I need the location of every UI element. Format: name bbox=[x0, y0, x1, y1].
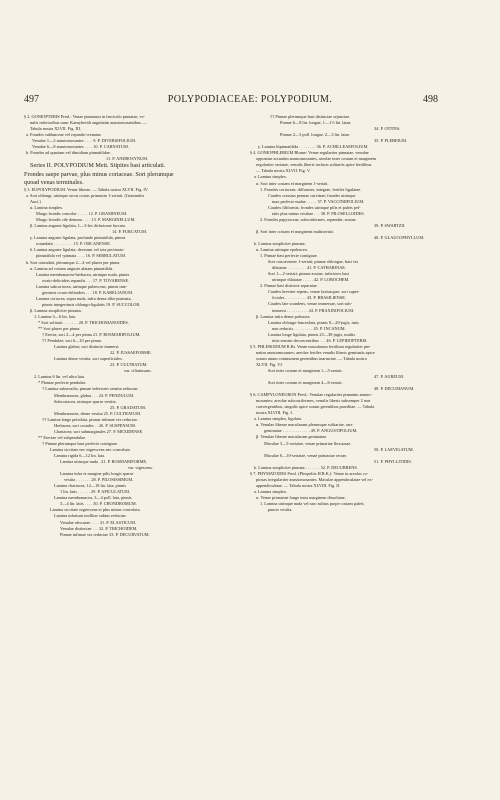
text-line: Lamina dense vestita, sori superficiales. bbox=[54, 356, 123, 362]
text-line: ficiales . . . . . . . . . . 43. P. BRASILIENSE. bbox=[272, 295, 346, 301]
text-line: § 3. EUPOLYPODIUM. Venae liberae. — Tabula nostra XLVII. Fig. IV. bbox=[24, 186, 149, 192]
text-line: Membranacea, glabra . . . 24. P. PENDULUM. bbox=[54, 392, 135, 398]
text-line: Chartacea; sori submarginales 27. P. MEXIDENSE. bbox=[54, 428, 144, 434]
text-line: 34. P. OTITES. bbox=[374, 126, 401, 132]
text-line: * Sori solitarii . . . . . . . 20. P. TRICHOMANOIDES. bbox=[38, 319, 129, 325]
text-line: 48. P. DECUMANUM. bbox=[374, 386, 415, 392]
text-line: Venulae obscurae . . . . 31. P. ELASTICUM. bbox=[60, 519, 137, 525]
page-number-right: 498 bbox=[423, 94, 438, 105]
text-line: piosas irregulariter anastomosantes. Maculae appendiculatae vel ex- bbox=[256, 476, 374, 482]
text-line: dilatatae . . . . . . . . . 41. P. CATHARINAE. bbox=[272, 265, 346, 271]
text-line: XLVII. Fig. VI. bbox=[256, 361, 283, 367]
text-line: 2. Pinnae basi distincte separatae. bbox=[260, 283, 318, 289]
text-line: ** Erectae vel subpendulae. bbox=[38, 434, 87, 440]
left-column bbox=[24, 114, 238, 538]
text-line: Lamina membranacea, 3—4 poll. lata, pinnis bbox=[54, 495, 132, 501]
text-line: † Erecta; sori 2—4 per pinna 21. P. ROSMARIFOLIUM. bbox=[42, 332, 141, 338]
text-line: 25. P. GRADATUM. bbox=[110, 404, 146, 410]
text-line: * Plantae perfecte pendulae. bbox=[38, 380, 87, 386]
text-line: quoad venas terminales. bbox=[24, 178, 84, 186]
text-line: 1. Lamina 3—6 lin. lata. bbox=[34, 313, 77, 319]
text-line: Caudex crassius pennae curvinae; frondes utrinque bbox=[268, 192, 356, 198]
text-line: Lamina coriacea, supra nuda, infra dense albo-pruinata, bbox=[36, 295, 132, 301]
text-line: 14. P. FURCATUM. bbox=[112, 229, 147, 235]
text-line: δ. Lamina anguste ligulata, deorsum vel tota pectinato- bbox=[30, 247, 125, 253]
text-line: Lamina longe ligulata, pinnis 25—30-jugis, multis bbox=[268, 331, 356, 337]
text-line: α. Venulae liberae macularum plerumque solitariae, rare bbox=[256, 422, 353, 428]
text-line: non reductis . . . . . . . . . 45. P. INCANUM. bbox=[272, 325, 346, 331]
text-line: † Pinnae plerumque basi perfecte contiguae. bbox=[42, 440, 119, 446]
text-line: α. Lamina utrinque epaleacea. bbox=[256, 247, 308, 253]
text-line: Pinnae infimae vix reductae 33. P. DECURVATUM. bbox=[60, 531, 150, 537]
text-line: Maculae 3—5-seriatae, venae primariae flexuosae. bbox=[264, 440, 352, 446]
text-line: Lamina chartacea, 12—18 lin. lata, pinnis bbox=[54, 483, 127, 489]
text-line: § 7. PHYMATODES Presl. (Pleopeltis H.B.K.): Venae in areolas co- bbox=[250, 470, 369, 476]
text-line: 22. P. JUSSAEFORME. bbox=[110, 350, 152, 356]
text-line: †† Lamina longe petiolata, pinnae infimae vix reductae. bbox=[42, 416, 139, 422]
text-line: Lamina membranacea-herbacea, utrinque nuda, pinnis bbox=[36, 271, 130, 277]
text-line: †† Pendulae; sori 6—10 per pinna. bbox=[42, 338, 102, 344]
text-line: convergentibus, singulis apice soram gerentibus praeditae. — Tabula bbox=[256, 404, 375, 410]
text-line: natim anastomosantes; areolae fertiles venulis liberis geminatis apice bbox=[256, 349, 375, 355]
text-line: 50. P. LAEVIGATUM. bbox=[374, 446, 414, 452]
text-line: Lamina subcoriacea, utrinque pubescens, pinnis inte- bbox=[36, 283, 128, 289]
text-line: 40. P. GLAUCOPHYLLUM. bbox=[374, 234, 425, 240]
text-line: 1. Lamina utrinque nuda vel raro subtus prope costam paleis bbox=[260, 501, 364, 506]
text-line: 47. P. AUREUM. bbox=[374, 374, 404, 380]
text-line: Lamina infraturn molliter subtus reductae. bbox=[54, 513, 127, 519]
text-line: Caudex late scandens, venae immersae, sori sub- bbox=[268, 301, 352, 307]
text-line: a. Lamina simplex. bbox=[254, 488, 287, 494]
text-line: utrinque dilatatae . . . . . 42. P. LOBOCHEM. bbox=[272, 277, 350, 283]
text-line: Subcoriacea, utrinque sparse vestita. bbox=[54, 398, 117, 404]
text-line: mosantes; areolae subcostiformes, venulis liberis subsemper 2 non bbox=[256, 398, 371, 404]
text-line: Caudex filiformis; frondes utrinque pilis et paleis pel- bbox=[268, 204, 361, 210]
text-line: β. Sori inter costam et marginem multiseriati. bbox=[256, 228, 335, 234]
text-line: Lamina oblongo-lanceolata, pinnis 8—20-jugis, imis bbox=[268, 319, 359, 325]
text-line: Maculae 6—10-seriatae, venae primariae rectae. bbox=[264, 452, 348, 458]
text-line: Lamina siccitate nigrescens et plus minus convoluta. bbox=[50, 507, 141, 513]
text-line: Caudex breviter repens, venae laxiuscpae, sori super- bbox=[268, 289, 360, 295]
text-line: immersi . . . . . . . . . . 44. P. FRAXINIFOLIUM. bbox=[272, 307, 355, 313]
text-line: § 2. GONIOPTERIS Presl.: Venae pinnarum in fasciculo pinnatae, ve- bbox=[24, 114, 145, 119]
text-line: § 6. CAMPYLONEURON Presl.: Venulae regulariter pinnatim anasto- bbox=[250, 392, 373, 398]
text-line: Margo frondis concolor . . . . . 12. P. GRAMINEUM. bbox=[36, 211, 128, 217]
text-line: imis sensim decrescentibus . . . 46. P. LEPIDOPTERIS. bbox=[272, 337, 368, 343]
right-column bbox=[250, 114, 478, 513]
text-line: †† Pinnae plerumque basi distinctae sejunctae. bbox=[270, 114, 351, 119]
text-line: β. Lamina anguste ligulata, 1—3-les dichotome furcata. bbox=[30, 223, 126, 229]
text-line: geminatae . . . . . . . . . . . . . 49. P. ANGUSTIFOLIUM. bbox=[264, 428, 358, 434]
text-line: sorum unum communem gerentibus inarmctae. — Tabula nostra bbox=[256, 355, 367, 361]
text-line: Pinnae 6—8 lin. longae, 1—1½ lin. latae. bbox=[280, 120, 352, 126]
text-line: regulariter seriatae, venulis liberis inclusis solitariis apice fertilibus. bbox=[256, 162, 373, 168]
text-line: β. Venulae liberae macularum geminatae. bbox=[256, 434, 328, 440]
text-line: pinnatifida vel -pinnata . . . . 16. P. SERRULATUM. bbox=[36, 253, 126, 259]
text-line: β. Lamina infra dense paleacea. bbox=[256, 313, 311, 319]
text-line: Sori inter costam et marginem 4—6-seriati. bbox=[268, 380, 343, 386]
text-line: Lamina utrinque nuda . 21. P. ROSMARIFORME, bbox=[60, 459, 148, 465]
text-line: Membranacea, dense vestita 25. P. CULTRATUM. bbox=[54, 410, 142, 416]
text-line: vestita . . . . . . . 28. P. PILOSISSIMUM. bbox=[64, 477, 134, 483]
text-line: α. Sori inter costam et marginem 1-seriati. bbox=[256, 180, 329, 186]
text-line: Series II. POLYPODIUM Mett. Stipites basi articulati. bbox=[30, 162, 166, 170]
text-line: § 5. PHLEBODIUM R.Br. Venae macularum fertilium regulariter pin- bbox=[250, 343, 371, 349]
text-line: b. Lamina simpliciter pinnata. bbox=[254, 240, 306, 246]
text-line: Lamina infra et margine pilis longis sparse bbox=[60, 471, 134, 477]
text-line: 2. Lamina 6 lin. vel ultra lata. bbox=[34, 374, 85, 380]
text-line: pinnis integerrimis oblongo-ligulatis 19. P. SUCCOLOR. bbox=[42, 301, 141, 307]
text-line: § 4. GONIOPHLEBIUM Blume: Venae regulariter pinnatae, venulae bbox=[250, 150, 369, 156]
text-line: Lamina glabra; sori distincte immersi. bbox=[54, 344, 120, 350]
text-line: — Tabula nostra XLVII. Fig. V. bbox=[256, 168, 311, 174]
text-line: nostra XLVIII. Fig. I. bbox=[256, 410, 293, 416]
text-line: 35. P. PLEBEIUM. bbox=[374, 138, 408, 144]
text-line: nulis inferioribus nunc Kaeayhreidi angulatim anastomosantibus. — bbox=[30, 120, 148, 126]
text-line: max perfecte nudae . . . . . 37. P. VACCINIIFOLIUM. bbox=[272, 198, 365, 204]
text-line: γ. Lamina anguste ligulata, profunde pinnatifida, pinnis bbox=[30, 235, 126, 241]
text-line: Frondes saepe parvae, plus minus coriaceae. Sori plerumque bbox=[24, 170, 174, 178]
text-line: 1. Frondes coriaceae, difformes, integrae, fertiles ligulatae. bbox=[260, 186, 362, 192]
text-line: ** Sori plures per pinna. bbox=[38, 326, 81, 332]
text-line: † Lamina subsessilis; pinnae inferiores sensim reductae. bbox=[42, 386, 139, 392]
text-line: appendiculatae. — Tabula nostra XLVIII. Fig. II. bbox=[256, 482, 341, 488]
text-line: Auct.) bbox=[30, 199, 41, 205]
text-line: var. ciliatiusum. bbox=[124, 368, 152, 374]
text-line: Margo frondis cile demum . . . . 13. P. MARGINELLUM. bbox=[36, 217, 136, 223]
text-line: α. Venae primariae longe intra marginem dissolutae. bbox=[256, 494, 346, 500]
text-line: Herbacea; sori costales . . 26. P. SUSPENSUM. bbox=[54, 422, 136, 428]
text-line: 23. P. CULTRATUM. bbox=[110, 362, 148, 368]
text-line: γ. Lamina bipinnatifida . . . . . . . . 36. P. ACHILLEAEFOLIUM. bbox=[258, 144, 369, 150]
text-line: a. Sori oblongi, utrinque secus costas primarias 1-seriati. (Grammitis bbox=[26, 192, 145, 198]
page-number-left: 497 bbox=[24, 94, 39, 105]
text-line: β. Lamina simpliciter pinnata. bbox=[30, 307, 82, 313]
text-line: gerrimis ovato-deltoideis . . . 18. P. KARELIANUM. bbox=[42, 289, 134, 295]
text-line: 1 lin. latis . . . . . . 29. P. APICULATUM. bbox=[60, 489, 131, 495]
text-line: 11. P. ANDROSYNUM. bbox=[106, 156, 148, 162]
text-line: Lamina siccitate nec nigrescens nec convoluta. bbox=[50, 446, 131, 452]
text-line: tatis plus minus vestitae . . . 38. P. PILOSELLOIDES. bbox=[272, 210, 365, 216]
text-line: Sori concaventer 1-seriati; pinnae oblongae, basi vix bbox=[268, 259, 359, 265]
text-line: paucis vestita. bbox=[268, 507, 293, 513]
text-line: α. Lamina simplex. bbox=[30, 205, 64, 211]
text-line: α. Lamina ad costam anguste alatam pinnatifida. bbox=[30, 265, 114, 271]
text-line: Venulae distinctae . . . 32. P. TRICHOIDEM. bbox=[60, 525, 138, 531]
text-line: a. Lamina simplex. bbox=[254, 174, 287, 180]
text-line: a. Lamina simplex, ligulata. bbox=[254, 416, 302, 422]
text-line: oppositae arcuatim anastomosantes, areolae inter costam et marginem bbox=[256, 156, 376, 162]
text-line: b. Frondes ad quartam vel dimidiam pinnatifidae. bbox=[26, 150, 111, 156]
text-line: 2. Frondes papyraceae, subconformes, repandae, acutae. bbox=[260, 216, 357, 222]
text-line: 39. P. SWARTZII. bbox=[374, 222, 406, 228]
text-line: Sori inter costam et marginem 1—5-seriati. bbox=[268, 367, 343, 373]
text-line: rotundatis . . . . . . . . . 15. P. OBCANENSE. bbox=[36, 241, 111, 247]
text-line: Pinnae 2—3 poll. longae, 2—3 lin. latae. bbox=[280, 132, 351, 138]
page-header bbox=[0, 94, 500, 110]
text-line: Tabula nostra XLVII. Fig. III. bbox=[30, 126, 81, 132]
running-title: POLYPODIACEAE: POLYPODIUM. bbox=[167, 94, 333, 105]
text-line: b. Sori rotundati, plerumque 2—4 vel plures per pinna. bbox=[26, 259, 121, 265]
text-line: Lamina rigida 6—12 lin. lata. bbox=[54, 453, 106, 458]
text-line: ovato-deltoideis repandis . . . 17. P. TOVARENSE. bbox=[42, 277, 130, 283]
text-line: b. Lamina simpliciter pinnata . . . . . . . 52. P. DECURRENS. bbox=[254, 464, 358, 470]
text-line: Sori 1—2-seriati; pinnae acutae, inferiores basi bbox=[268, 271, 350, 277]
text-line: 3—4 lin. latis . . . . 30. P. CHONDROMUM. bbox=[60, 501, 137, 507]
text-line: var. vigescens. bbox=[128, 465, 154, 471]
text-line: Venulae 1—2 anastomosantes . . . . 9. P. DIVERSIFOLIUM. bbox=[32, 138, 137, 144]
text-line: 51. P. PHYLLITIDIS. bbox=[374, 458, 412, 464]
text-line: 1. Pinnae basi perfecte contiguae. bbox=[260, 253, 318, 259]
text-line: Venulae 6—8 anastomosantes . . . . 10. P. CARNATUM. bbox=[32, 144, 129, 150]
text-line: a. Frondes sublanceae vel repando-crenatae. bbox=[26, 132, 102, 138]
